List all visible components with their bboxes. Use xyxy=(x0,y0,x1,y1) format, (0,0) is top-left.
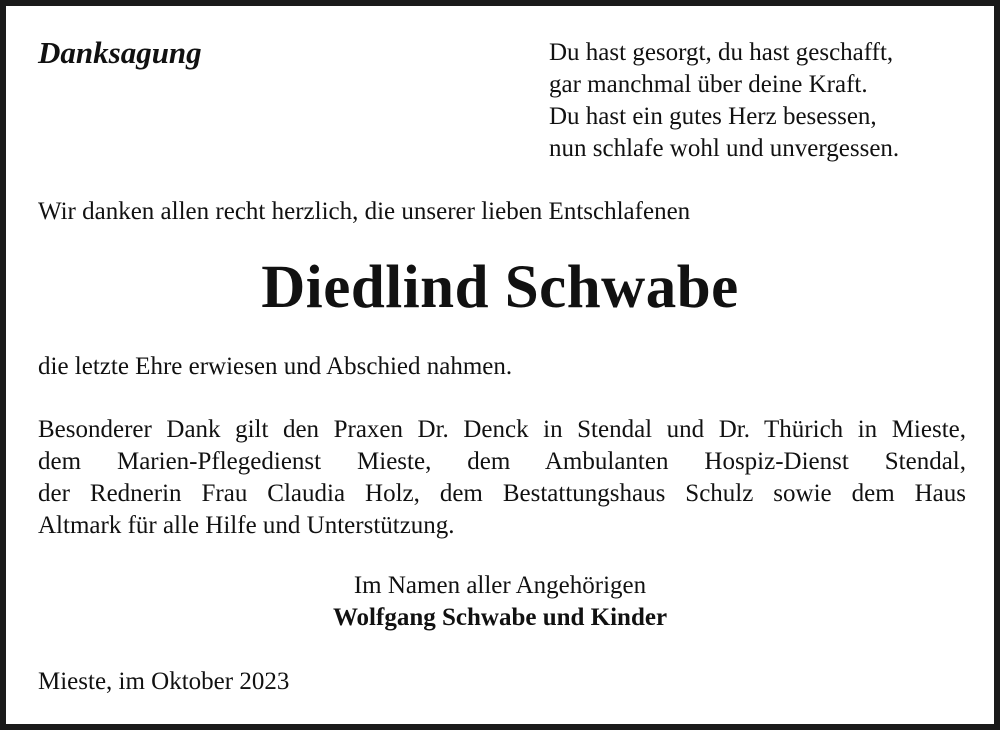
poem-verse xyxy=(549,37,899,165)
signoff-line: Im Namen aller Angehörigen xyxy=(353,572,647,599)
poem-line: gar manchmal über deine Kraft. xyxy=(549,71,868,98)
place-date: Mieste, im Oktober 2023 xyxy=(38,668,290,695)
signoff-block xyxy=(6,570,994,634)
thanks-line: Besonderer Dank gilt den Praxen Dr. Denck in Stendal und Dr. Thürich in Mieste, xyxy=(38,416,966,443)
thanks-line: der Rednerin Frau Claudia Holz, dem Bestattungshaus Schulz sowie dem Haus xyxy=(38,480,966,507)
deceased-name: Diedlind Schwabe xyxy=(261,254,739,321)
intro-text: Wir danken allen recht herzlich, die unserer lieben Entschlafenen xyxy=(38,198,691,225)
after-name-text: die letzte Ehre erwiesen und Abschied nahmen. xyxy=(38,353,513,380)
poem-line: Du hast ein gutes Herz besessen, xyxy=(549,103,877,130)
thanks-paragraph xyxy=(38,414,966,542)
thanks-line: dem Marien-Pflegedienst Mieste, dem Ambulanten Hospiz-Dienst Stendal, xyxy=(38,448,966,475)
thanks-line: Altmark für alle Hilfe und Unterstützung. xyxy=(38,512,455,539)
poem-line: nun schlafe wohl und unvergessen. xyxy=(549,135,900,162)
notice-heading: Danksagung xyxy=(38,35,202,70)
signoff-names: Wolfgang Schwabe und Kinder xyxy=(332,604,668,631)
poem-line: Du hast gesorgt, du hast geschafft, xyxy=(549,39,894,66)
